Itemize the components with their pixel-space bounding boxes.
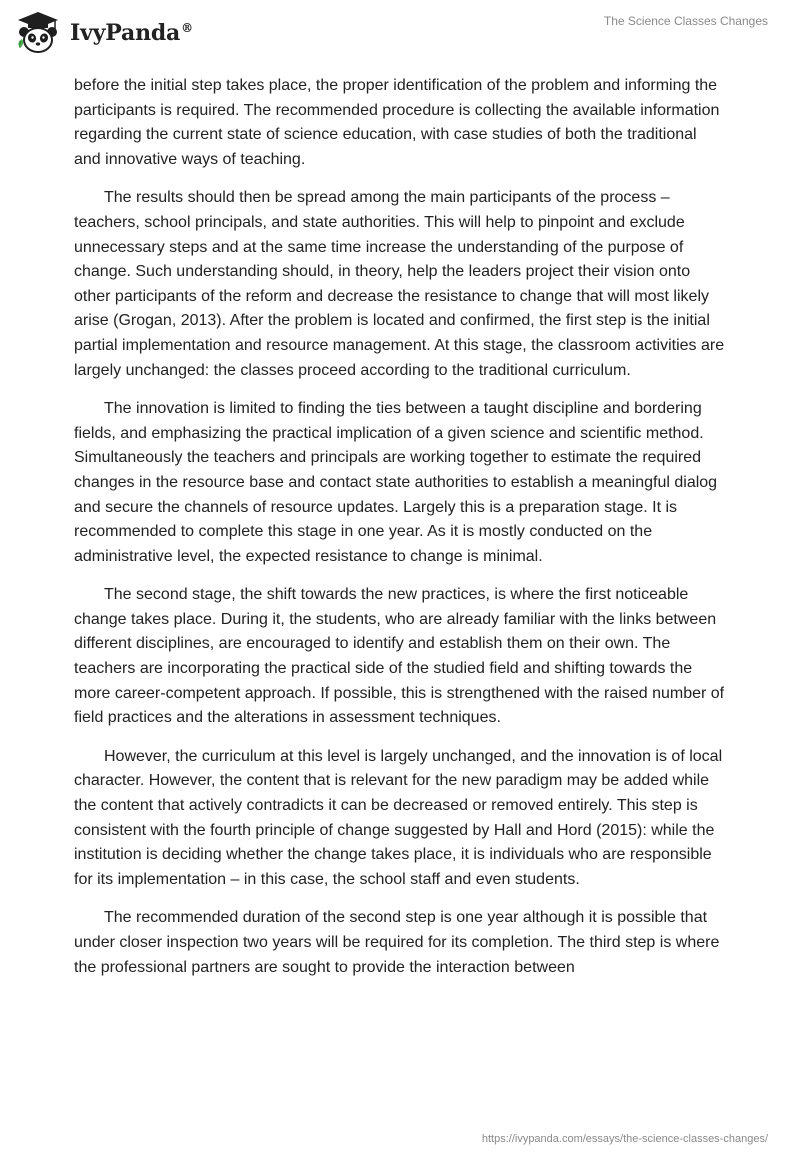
paragraph: before the initial step takes place, the proper identification of the problem and informing the participants is required. The recommended procedure is collecting the available information regarding the current state of science education, with case studies of both the traditional and innovative ways of teaching.	[74, 77, 720, 168]
document-title: The Science Classes Changes	[603, 14, 768, 28]
essay-body	[74, 74, 726, 994]
paragraph: However, the curriculum at this level is largely unchanged, and the innovation is of local character. However, the content that is relevant for the new paradigm may be added while the content that actively contradicts it can be decreased or removed entirely. This step is consistent with the fourth principle of change suggested by Hall and Hord (2015): while the institution is deciding whether the change takes place, it is individuals who are responsible for its implementation – in this case, the school staff and even students.	[74, 747, 723, 888]
paragraph: The recommended duration of the second step is one year although it is possible that under closer inspection two years will be required for its completion. The third step is where the professional partners are sought to provide the interaction between	[74, 909, 720, 976]
paragraph: The innovation is limited to finding the ties between a taught discipline and bordering fields, and emphasizing the practical implication of a given science and scientific method. Simultaneously the teachers and principals are working together to estimate the required changes in the resource base and contact state authorities to establish a meaningful dialog and secure the channels of resource updates. Largely this is a preparation stage. It is recommended to complete this stage in one year. As it is mostly conducted on the administrative level, the expected resistance to change is minimal.	[74, 400, 718, 565]
logo-wordmark: IvyPanda®	[70, 20, 193, 46]
paragraph: The second stage, the shift towards the new practices, is where the first noticeable change takes place. During it, the students, who are already familiar with the links between different disciplines, are encouraged to identify and establish them on their own. The teachers are incorporating the practical side of the studied field and shifting towards the more career-competent approach. If possible, this is strengthened with the raised number of field practices and the alterations in assessment techniques.	[74, 586, 725, 727]
paragraph: The results should then be spread among the main participants of the process – teachers, school principals, and state authorities. This will help to pinpoint and exclude unnecessary steps and at the same time increase the understanding of the purpose of change. Such understanding should, in theory, help the leaders project their vision onto other participants of the reform and decrease the resistance to change that will most likely arise (Grogan, 2013). After the problem is located and confirmed, the first step is the initial partial implementation and resource management. At this stage, the classroom activities are largely unchanged: the classes proceed according to the traditional curriculum.	[74, 189, 725, 379]
page-header	[0, 0, 800, 70]
panda-graduation-cap-icon	[14, 8, 62, 56]
ivypanda-logo[interactable]	[14, 8, 193, 56]
source-url[interactable]: https://ivypanda.com/essays/the-science-classes-changes/	[481, 1133, 768, 1145]
